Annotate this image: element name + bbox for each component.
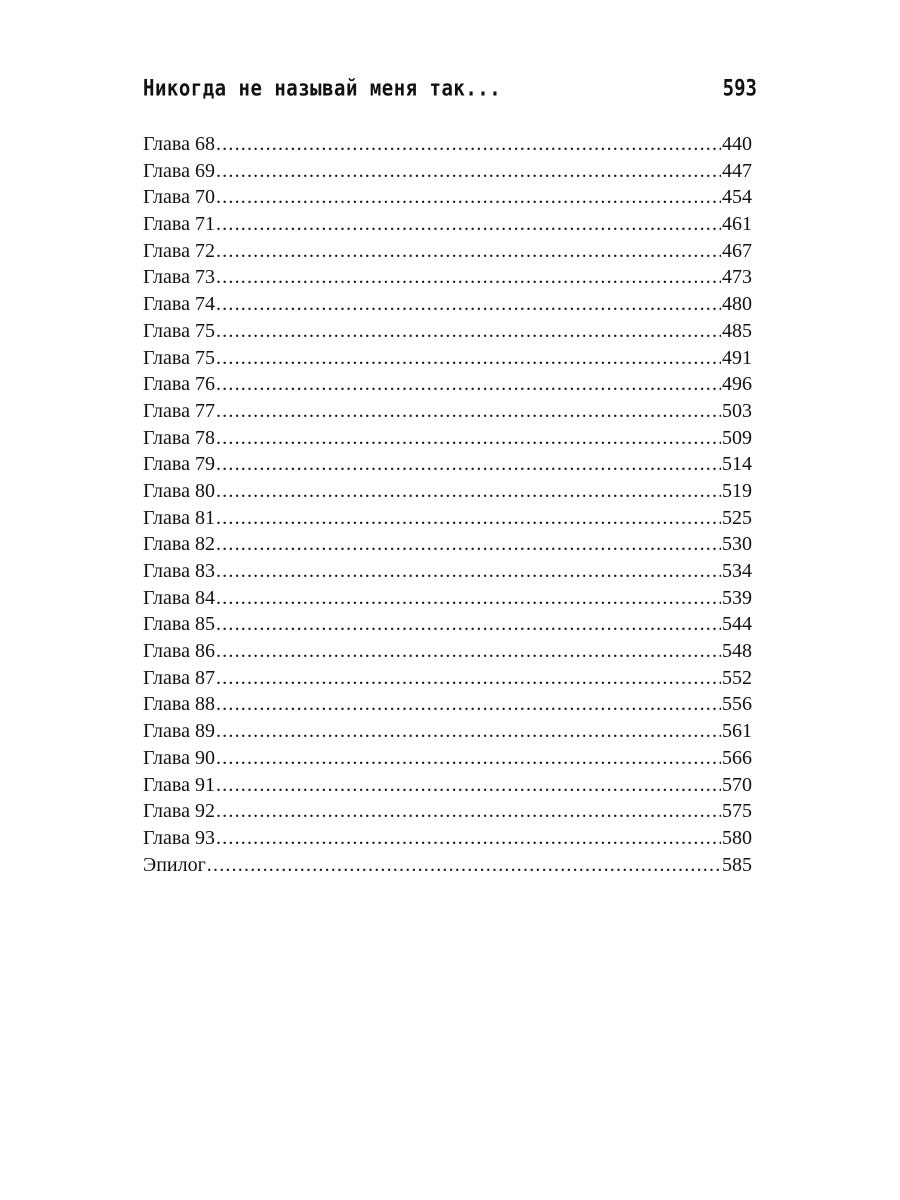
toc-dot-leader — [216, 585, 721, 612]
toc-entry-title: Глава 80 — [143, 479, 215, 502]
toc-dot-leader — [216, 745, 721, 772]
toc-dot-leader — [216, 345, 721, 372]
toc-dot-leader — [216, 505, 721, 532]
toc-dot-leader — [216, 478, 721, 505]
toc-entry-page-number: 585 — [722, 853, 752, 876]
toc-entry-title: Глава 81 — [143, 506, 215, 529]
toc-entry-title: Глава 86 — [143, 640, 215, 663]
toc-entry-title: Глава 70 — [143, 186, 215, 209]
toc-entry-page-number: 548 — [722, 640, 752, 663]
toc-dot-leader — [216, 211, 721, 238]
toc-entry[interactable] — [143, 184, 752, 211]
toc-dot-leader — [216, 718, 721, 745]
toc-dot-leader — [216, 772, 721, 799]
toc-dot-leader — [207, 852, 721, 879]
toc-dot-leader — [216, 238, 721, 265]
toc-entry-page-number: 503 — [722, 399, 752, 422]
toc-entry[interactable] — [143, 772, 752, 799]
toc-entry[interactable] — [143, 211, 752, 238]
toc-entry-title: Глава 82 — [143, 533, 215, 556]
toc-entry[interactable] — [143, 638, 752, 665]
toc-entry[interactable] — [143, 531, 752, 558]
toc-entry-title: Глава 84 — [143, 586, 215, 609]
toc-entry[interactable] — [143, 558, 752, 585]
toc-dot-leader — [216, 531, 721, 558]
toc-entry-page-number: 467 — [722, 239, 752, 262]
toc-entry-page-number: 525 — [722, 506, 752, 529]
toc-dot-leader — [216, 291, 721, 318]
toc-entry-page-number: 570 — [722, 773, 752, 796]
toc-dot-leader — [216, 798, 721, 825]
toc-entry-page-number: 480 — [722, 293, 752, 316]
toc-entry-title: Глава 83 — [143, 560, 215, 582]
page-number: 593 — [722, 76, 757, 102]
toc-entry-title: Глава 69 — [143, 159, 215, 182]
toc-entry-page-number: 575 — [722, 800, 752, 823]
toc-entry-page-number: 473 — [722, 266, 752, 289]
toc-dot-leader — [216, 665, 721, 692]
toc-entry[interactable] — [143, 665, 752, 692]
toc-entry[interactable] — [143, 425, 752, 452]
toc-dot-leader — [216, 158, 721, 185]
toc-entry-page-number: 580 — [722, 826, 752, 849]
table-of-contents — [143, 131, 752, 878]
toc-entry-page-number: 530 — [722, 533, 752, 556]
toc-entry-page-number: 461 — [722, 213, 752, 236]
running-title: Никогда не называй меня так... — [143, 76, 502, 102]
toc-entry[interactable] — [143, 718, 752, 745]
toc-entry[interactable] — [143, 611, 752, 638]
toc-entry[interactable] — [143, 745, 752, 772]
toc-entry-title: Глава 77 — [143, 399, 215, 422]
toc-dot-leader — [216, 825, 721, 852]
toc-entry-page-number: 509 — [722, 426, 752, 449]
toc-entry[interactable] — [143, 264, 752, 291]
toc-dot-leader — [216, 638, 721, 665]
toc-entry-title: Глава 90 — [143, 746, 215, 769]
toc-entry-title: Глава 91 — [143, 773, 215, 796]
toc-entry-title: Глава 75 — [143, 319, 215, 342]
toc-entry-page-number: 440 — [722, 133, 752, 155]
toc-entry-title: Глава 74 — [143, 293, 215, 316]
toc-entry-title: Глава 79 — [143, 453, 215, 476]
toc-entry-page-number: 561 — [722, 720, 752, 743]
toc-entry[interactable] — [143, 318, 752, 345]
toc-entry[interactable] — [143, 505, 752, 532]
toc-entry[interactable] — [143, 345, 752, 372]
toc-entry[interactable] — [143, 798, 752, 825]
toc-dot-leader — [216, 398, 721, 425]
toc-entry-title: Глава 85 — [143, 613, 215, 636]
toc-entry-page-number: 544 — [722, 613, 752, 636]
toc-entry[interactable] — [143, 585, 752, 612]
toc-entry-page-number: 566 — [722, 746, 752, 769]
toc-entry-title: Эпилог — [143, 853, 206, 876]
toc-dot-leader — [216, 264, 721, 291]
toc-entry[interactable] — [143, 158, 752, 185]
toc-dot-leader — [216, 691, 721, 718]
toc-entry[interactable] — [143, 825, 752, 852]
toc-entry-title: Глава 68 — [143, 133, 215, 155]
toc-dot-leader — [216, 318, 721, 345]
toc-entry-page-number: 454 — [722, 186, 752, 209]
toc-dot-leader — [216, 371, 721, 398]
toc-entry-page-number: 552 — [722, 666, 752, 689]
toc-dot-leader — [216, 611, 721, 638]
toc-entry[interactable] — [143, 238, 752, 265]
toc-entry-page-number: 514 — [722, 453, 752, 476]
toc-entry-page-number: 556 — [722, 693, 752, 716]
toc-entry-title: Глава 76 — [143, 373, 215, 396]
toc-entry-title: Глава 71 — [143, 213, 215, 236]
toc-entry-page-number: 519 — [722, 479, 752, 502]
toc-entry-title: Глава 78 — [143, 426, 215, 449]
toc-entry-page-number: 447 — [722, 159, 752, 182]
toc-entry-page-number: 534 — [722, 560, 752, 582]
toc-entry-title: Глава 75 — [143, 346, 215, 369]
toc-dot-leader — [216, 131, 721, 158]
toc-entry-page-number: 485 — [722, 319, 752, 342]
toc-entry-title: Глава 88 — [143, 693, 215, 716]
toc-entry-title: Глава 93 — [143, 826, 215, 849]
toc-dot-leader — [216, 425, 721, 452]
toc-entry[interactable] — [143, 291, 752, 318]
toc-entry[interactable] — [143, 852, 752, 879]
toc-entry-title: Глава 92 — [143, 800, 215, 823]
toc-entry[interactable] — [143, 371, 752, 398]
page-header — [143, 76, 757, 113]
toc-entry-title: Глава 89 — [143, 720, 215, 743]
toc-entry-page-number: 539 — [722, 586, 752, 609]
toc-entry-title: Глава 72 — [143, 239, 215, 262]
toc-entry[interactable] — [143, 131, 752, 158]
toc-entry[interactable] — [143, 478, 752, 505]
toc-entry[interactable] — [143, 691, 752, 718]
toc-dot-leader — [216, 184, 721, 211]
toc-dot-leader — [216, 558, 721, 585]
toc-entry[interactable] — [143, 451, 752, 478]
toc-entry[interactable] — [143, 398, 752, 425]
toc-entry-title: Глава 87 — [143, 666, 215, 689]
toc-entry-page-number: 491 — [722, 346, 752, 369]
toc-entry-title: Глава 73 — [143, 266, 215, 289]
toc-dot-leader — [216, 451, 721, 478]
toc-entry-page-number: 496 — [722, 373, 752, 396]
